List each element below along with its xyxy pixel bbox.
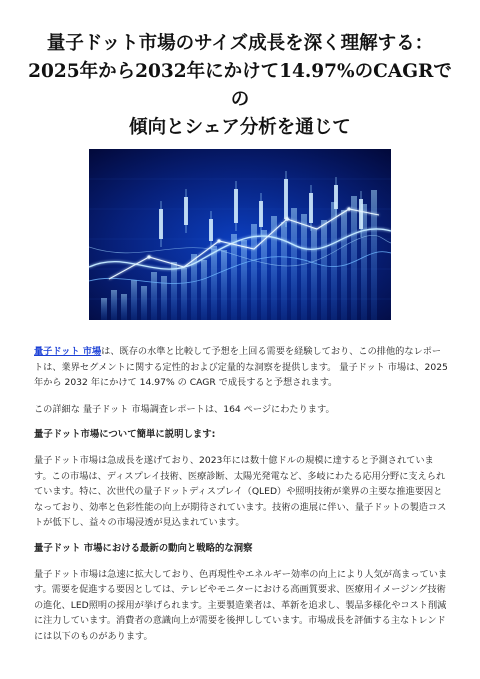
decor-bar <box>141 286 147 320</box>
decor-bar <box>301 214 307 320</box>
decor-bar <box>151 272 157 320</box>
title-line-3: 傾向とシェア分析を通じて <box>129 117 351 138</box>
decor-bar <box>171 262 177 320</box>
section2-text: 量子ドット市場は急速に拡大しており、色再現性やエネルギー効率の向上により人気が高まっています。需要を促進する要因としては、テレビやモニターにおける高画質要求、医療用イメージング技術の進化、LED照明の採用が挙げられます。主要製造業者は、革新を追求し、製品多様化やコスト削減に注力しています。消費者の意識向上が需要を後押ししています。市場成長を評価する主なトレンドには以下のものがあります。 <box>34 568 448 642</box>
decor-bar <box>371 190 377 320</box>
decor-candle-body <box>184 197 188 225</box>
decor-candle-body <box>359 199 363 229</box>
section1-text: 量子ドット市場は急成長を遂げており、2023年には数十億ドルの規模に達すると予測されています。この市場は、ディスプレイ技術、医療診断、太陽光発電など、多岐にわたる応用分野に支えられています。特に、次世代の量子ドットディスプレイ（QLED）や照明技術が業界の主要な推進要因となっており、効率と色彩性能の向上が期待されています。技術の進展に伴い、量子ドットの製造コストが低下し、益々の市場浸透が見込まれています。 <box>34 455 447 528</box>
decor-bar <box>321 220 327 320</box>
decor-bar <box>201 260 207 320</box>
decor-bar <box>311 228 317 320</box>
decor-bar <box>351 196 357 320</box>
decor-bar <box>121 294 127 320</box>
decor-bar <box>101 298 107 320</box>
decor-bar <box>271 216 277 320</box>
section2-heading: 量子ドット 市場における最新の動向と戦略的な洞察 <box>34 542 253 554</box>
intro-paragraph <box>34 344 448 391</box>
decor-candle-body <box>259 201 263 227</box>
decor-bar <box>221 250 227 320</box>
decor-bar <box>281 222 287 320</box>
decor-bar <box>131 280 137 320</box>
decor-bar <box>231 234 237 320</box>
market-link[interactable]: 量子ドット 市場 <box>34 346 102 357</box>
decor-bar <box>111 290 117 320</box>
decor-bar <box>291 208 297 320</box>
title-line-1: 量子ドット市場のサイズ成長を深く理解する： <box>46 33 434 54</box>
report-pages-text: この詳細な 量子ドット 市場調査レポートは、164 ページにわたります。 <box>34 403 335 415</box>
decor-bar <box>261 230 267 320</box>
decor-candle-body <box>209 219 213 241</box>
intro-text: は、既存の水準と比較して予想を上回る需要を経験しており、この排他的なレポートは、業界セグメントに関する定性的および定量的な洞察を提供します。 量子ドット 市場は、2025 年から 2032 年にかけて 14.97% の CAGR で成長すると予想されます。 <box>34 346 448 388</box>
decor-candle-body <box>284 179 288 219</box>
article-body <box>34 344 448 655</box>
decor-candle-body <box>334 185 338 209</box>
decor-bar <box>211 246 217 320</box>
article-title <box>20 30 460 142</box>
decor-candle-body <box>309 193 313 223</box>
decor-bar <box>251 224 257 320</box>
section1-heading: 量子ドット市場について簡単に説明します: <box>34 429 216 440</box>
hero-image <box>89 149 391 320</box>
stock-chart-illustration <box>89 149 391 320</box>
title-line-2: 2025年から2032年にかけて14.97%のCAGRでの <box>28 61 452 110</box>
decor-candle-body <box>234 189 238 223</box>
decor-bar <box>181 268 187 320</box>
decor-candle-body <box>159 209 163 239</box>
decor-bar <box>241 240 247 320</box>
